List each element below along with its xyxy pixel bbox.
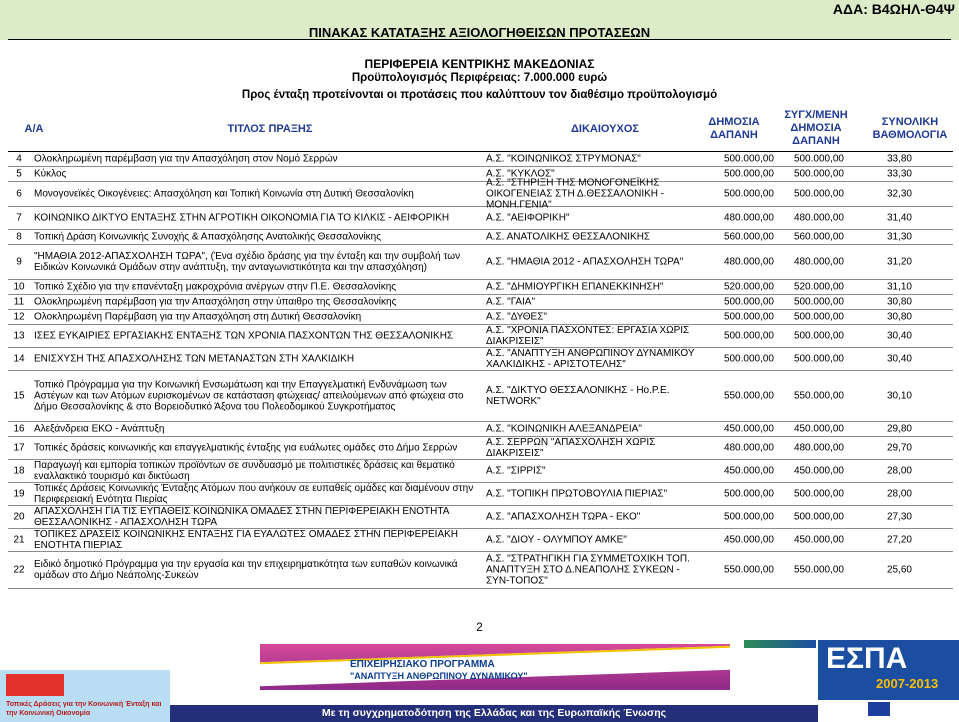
row-beneficiary: Α.Σ. "ΓΑΙΑ" [486,296,535,308]
row-score: 31,30 [886,231,912,243]
row-title: Ειδικό δημοτικό Πρόγραμμα για την εργασία και την επιχειρηματικότητα των ευπαθών κοινωνικά ομάδων στο Δήμο Νεάπολης-Συκεών [34,559,458,581]
row-score: 33,80 [886,153,912,165]
row-title: Παραγωγή και εμπορία τοπικών προϊόντων σε συνδυασμό με πολιτιστικές δράσεις και θεματικό εναλλακτικό τουρισμό και δικτύωση [34,460,455,482]
espa-years: 2007-2013 [876,676,939,691]
row-score: 30,80 [886,311,912,323]
espa-word: ΕΣΠΑ [826,642,908,675]
row-title: Κύκλος [34,168,67,180]
row-number: 5 [16,168,22,180]
row-score: 27,20 [886,534,912,546]
table-row [8,348,953,371]
row-beneficiary: Α.Σ. "ΔΥΘΕΣ" [486,311,547,323]
row-score: 30,40 [886,353,912,365]
program-title: ΕΠΙΧΕΙΡΗΣΙΑΚΟ ΠΡΟΓΡΑΜΜΑ [350,659,495,670]
row-number: 4 [16,153,22,165]
row-number: 18 [13,465,25,477]
row-title: Ολοκληρωμένη παρέμβαση για την Απασχόληση στην ύπαιθρο της Θεσσαλονίκης [34,296,397,308]
table-row [8,325,953,348]
table-row [8,422,953,437]
row-number: 21 [13,534,25,546]
row-public-expense: 500.000,00 [723,330,774,342]
row-public-expense: 550.000,00 [723,390,774,402]
row-public-expense: 450.000,00 [723,534,774,546]
eu-flag-icon [868,702,890,716]
logo-red-mark [6,674,64,696]
table-row [8,371,953,422]
row-title: Τοπικό Πρόγραμμα για την Κοινωνική Ενσωμάτωση και την Επαγγελματική Ενδυνάμωση των Αστέγων και των Ατόμων ευρισκομένων σε κατάσταση φτώχειας/ απειλούμενων από φτώχεια στο Δήμο Θεσσαλονίκης & στο Βορειοδυτικό Άξονα του Πολεοδομικού Συγκροτήματος [34,379,464,413]
row-cofinanced-expense: 450.000,00 [793,465,844,477]
program-banner [260,644,730,690]
row-beneficiary: Α.Σ. "ΧΡΟΝΙΑ ΠΑΣΧΟΝΤΕΣ: ΕΡΓΑΣΙΑ ΧΩΡΙΣ ΔΙΑΚΡΙΣΕΙΣ" [486,325,690,347]
table-row [8,245,953,280]
row-beneficiary: Α.Σ. "ΑΝΑΠΤΥΞΗ ΑΝΘΡΩΠΙΝΟΥ ΔΥΝΑΜΙΚΟΥ ΧΑΛΚΙΔΙΚΗΣ - ΑΡΙΣΤΟΤΕΛΗΣ" [486,348,695,370]
row-beneficiary: Α.Σ. "ΑΠΑΣΧΟΛΗΣΗ ΤΩΡΑ - ΕΚΟ" [486,511,641,523]
row-title: Τοπικό Σχέδιο για την επανένταξη μακροχρόνια ανέργων στην Π.Ε. Θεσσαλονίκης [34,281,397,293]
row-cofinanced-expense: 550.000,00 [793,564,844,576]
row-score: 33,30 [886,168,912,180]
program-subtitle: "ΑΝΑΠΤΥΞΗ ΑΝΘΡΩΠΙΝΟΥ ΔΥΝΑΜΙΚΟΥ" [350,671,528,681]
col-head-public: ΔΗΜΟΣΙΑ ΔΑΠΑΝΗ [708,116,760,141]
table-row [8,151,953,167]
row-title: Τοπικές Δράσεις Κοινωνικής Ένταξης Ατόμων που ανήκουν σε ευπαθείς ομάδες και διαμένουν στην Περιφερειακή Ενότητα Πιερίας [34,483,474,505]
row-title: "ΗΜΑΘΙΑ 2012-ΑΠΑΣΧΟΛΗΣΗ ΤΩΡΑ", (Ένα σχέδιο δράσης για την ένταξη και την συμβολή των Ειδικών Κοινωνικά Ομάδων στην ανάπτυξη, την ανταγωνιστικότητα και την απασχόληση) [34,251,461,273]
row-title: ΕΝΙΣΧΥΣΗ ΤΗΣ ΑΠΑΣΧΟΛΗΣΗΣ ΤΩΝ ΜΕΤΑΝΑΣΤΩΝ ΣΤΗ ΧΑΛΚΙΔΙΚΗ [34,353,355,365]
table-row [8,529,953,552]
row-beneficiary: Α.Σ. ΑΝΑΤΟΛΙΚΗΣ ΘΕΣΣΑΛΟΝΙΚΗΣ [486,231,651,243]
row-number: 19 [13,488,25,500]
flag-ribbon-decoration [744,640,816,648]
table-row [8,483,953,506]
row-cofinanced-expense: 500.000,00 [793,511,844,523]
row-cofinanced-expense: 560.000,00 [793,231,844,243]
row-title: Τοπική Δράση Κοινωνικής Συνοχής & Απασχόλησης Ανατολικής Θεσσαλονίκης [34,231,382,243]
table-row [8,230,953,245]
row-cofinanced-expense: 500.000,00 [793,488,844,500]
row-title: ΚΟΙΝΩΝΙΚΟ ΔΙΚΤΥΟ ΕΝΤΑΞΗΣ ΣΤΗΝ ΑΓΡΟΤΙΚΗ ΟΙΚΟΝΟΜΙΑ ΓΙΑ ΤΟ ΚΙΛΚΙΣ - ΑΕΙΦΟΡΙΚΗ [34,212,450,224]
table-row [8,177,953,211]
table-title: ΠΙΝΑΚΑΣ ΚΑΤΑΤΑΞΗΣ ΑΞΙΟΛΟΓΗΘΕΙΣΩΝ ΠΡΟΤΑΣΕΩΝ [308,25,651,40]
row-cofinanced-expense: 500.000,00 [793,168,844,180]
row-beneficiary: Α.Σ. "ΣΙΡΡΙΣ" [486,465,546,477]
row-number: 6 [16,188,22,200]
table-row [8,460,953,483]
budget-line: Προϋπολογισμός Περιφέρειας: 7.000.000 ευρώ [351,72,608,84]
row-public-expense: 500.000,00 [723,296,774,308]
row-public-expense: 550.000,00 [723,564,774,576]
row-number: 13 [13,330,25,342]
row-public-expense: 500.000,00 [723,153,774,165]
col-head-num: Α/Α [24,123,44,135]
ada-code: ΑΔΑ: Β4ΩΗΛ-Θ4Ψ [832,1,955,17]
row-public-expense: 480.000,00 [723,212,774,224]
header-divider [8,39,951,40]
row-beneficiary: Α.Σ. "ΚΟΙΝΩΝΙΚΟΣ ΣΤΡΥΜΟΝΑΣ" [486,153,641,165]
row-cofinanced-expense: 450.000,00 [793,534,844,546]
row-cofinanced-expense: 500.000,00 [793,153,844,165]
row-number: 16 [13,423,25,435]
row-public-expense: 450.000,00 [723,423,774,435]
row-score: 27,30 [886,511,912,523]
row-score: 32,30 [886,188,912,200]
row-public-expense: 520.000,00 [723,281,774,293]
row-number: 11 [13,296,25,308]
table-row [8,280,953,295]
row-title: Μονογονεϊκές Οικογένειες: Απασχόληση και Τοπική Κοινωνία στη Δυτική Θεσσαλονίκη [34,188,414,200]
row-public-expense: 500.000,00 [723,353,774,365]
row-public-expense: 500.000,00 [723,511,774,523]
row-beneficiary: Α.Σ. "ΚΟΙΝΩΝΙΚΗ ΑΛΕΞΑΝΔΡΕΙΑ" [486,423,642,435]
row-score: 31,20 [886,256,912,268]
col-head-score: ΣΥΝΟΛΙΚΗ ΒΑΘΜΟΛΟΓΙΑ [872,116,948,141]
table-row [8,552,953,589]
row-cofinanced-expense: 450.000,00 [793,423,844,435]
row-number: 22 [13,564,25,576]
row-beneficiary: Α.Σ. "ΣΤΡΑΤΗΓΙΚΗ ΓΙΑ ΣΥΜΜΕΤΟΧΙΚΗ ΤΟΠ. ΑΝΑΠΤΥΞΗ ΣΤΟ Δ.ΝΕΑΠΟΛΗΣ ΣΥΚΕΩΝ - ΣΥΝ-ΤΟΠΟΣ" [486,553,690,587]
local-actions-logo [0,670,170,722]
table-row [8,310,953,325]
row-public-expense: 500.000,00 [723,168,774,180]
row-beneficiary: Α.Σ. "ΑΕΙΦΟΡΙΚΗ" [486,212,570,224]
row-title: Τοπικές δράσεις κοινωνικής και επαγγελματικής ένταξης για ευάλωτες ομάδες στο Δήμο Σερρών [34,442,458,454]
table-row [8,295,953,310]
proposals-table [8,151,953,589]
row-public-expense: 500.000,00 [723,188,774,200]
row-score: 29,70 [886,442,912,454]
row-number: 17 [13,442,25,454]
intro-line: Προς ένταξη προτείνονται οι προτάσεις που καλύπτουν τον διαθέσιμο προϋπολογισμό [241,89,718,101]
row-score: 31,10 [886,281,912,293]
espa-logo [818,640,959,722]
table-row [8,506,953,529]
row-cofinanced-expense: 500.000,00 [793,296,844,308]
local-actions-logo-text: Τοπικές Δράσεις για την Κοινωνική Ένταξη και την Κοινωνική Οικονομία [6,701,162,717]
row-beneficiary: Α.Σ. "ΔΙΚΤΥΟ ΘΕΣΣΑΛΟΝΙΚΗΣ - Ho.P.E. NETWORK" [486,385,670,407]
row-number: 10 [13,281,25,293]
table-row [8,207,953,230]
row-cofinanced-expense: 480.000,00 [793,442,844,454]
row-cofinanced-expense: 500.000,00 [793,188,844,200]
row-number: 9 [16,256,22,268]
col-head-cofinanced: ΣΥΓΧ/ΜΕΝΗ ΔΗΜΟΣΙΑ ΔΑΠΑΝΗ [784,109,848,147]
row-number: 12 [13,311,25,323]
row-beneficiary: Α.Σ. "ΤΟΠΙΚΗ ΠΡΩΤΟΒΟΥΛΙΑ ΠΙΕΡΙΑΣ" [486,488,668,500]
row-beneficiary: Α.Σ. "ΚΥΚΛΟΣ" [486,168,555,180]
row-number: 15 [13,390,25,402]
cofunding-bar: Με τη συγχρηματοδότηση της Ελλάδας και της Ευρωπαϊκής Ένωσης [170,705,818,722]
row-beneficiary: Α.Σ. "ΗΜΑΘΙΑ 2012 - ΑΠΑΣΧΟΛΗΣΗ ΤΩΡΑ" [486,256,684,268]
row-public-expense: 480.000,00 [723,256,774,268]
row-public-expense: 560.000,00 [723,231,774,243]
row-number: 8 [16,231,22,243]
row-beneficiary: Α.Σ. "ΣΤΗΡΙΞΗ ΤΗΣ ΜΟΝΟΓΟΝΕΪΚΗΣ ΟΙΚΟΓΕΝΕΙΑΣ ΣΤΗ Δ.ΘΕΣΣΑΛΟΝΙΚΗ - ΜΟΝΗ.ΓΕΝΙΑ" [486,177,665,211]
col-head-title: ΤΙΤΛΟΣ ΠΡΑΞΗΣ [227,123,313,135]
row-public-expense: 500.000,00 [723,311,774,323]
table-row [8,167,953,182]
row-title: ΑΠΑΣΧΟΛΗΣΗ ΓΙΑ ΤΙΣ ΕΥΠΑΘΕΙΣ ΚΟΙΝΩΝΙΚΑ ΟΜΑΔΕΣ ΣΤΗΝ ΠΕΡΙΦΕΡΕΙΑΚΗ ΕΝΟΤΗΤΑ ΘΕΣΣΑΛΟΝΙΚΗΣ - ΑΠΑΣΧΟΛΗΣΗ ΤΩΡΑ [34,506,449,528]
row-score: 30,10 [886,390,912,402]
row-score: 31,40 [886,212,912,224]
region-title: ΠΕΡΙΦΕΡΕΙΑ ΚΕΝΤΡΙΚΗΣ ΜΑΚΕΔΟΝΙΑΣ [364,57,595,71]
row-title: Ολοκληρωμένη Παρέμβαση για την Απασχόληση στη Δυτική Θεσσαλονίκη [34,311,362,323]
row-cofinanced-expense: 500.000,00 [793,330,844,342]
row-cofinanced-expense: 480.000,00 [793,256,844,268]
table-row [8,437,953,460]
row-cofinanced-expense: 520.000,00 [793,281,844,293]
row-score: 30,80 [886,296,912,308]
row-beneficiary: Α.Σ. "ΔΙΟΥ - ΟΛΥΜΠΟΥ ΑΜΚΕ" [486,534,627,546]
row-score: 29,80 [886,423,912,435]
row-cofinanced-expense: 550.000,00 [793,390,844,402]
row-cofinanced-expense: 480.000,00 [793,212,844,224]
row-score: 30,40 [886,330,912,342]
row-public-expense: 480.000,00 [723,442,774,454]
row-score: 28,00 [886,465,912,477]
row-cofinanced-expense: 500.000,00 [793,353,844,365]
row-public-expense: 450.000,00 [723,465,774,477]
row-public-expense: 500.000,00 [723,488,774,500]
row-title: ΙΣΕΣ ΕΥΚΑΙΡΙΕΣ ΕΡΓΑΣΙΑΚΗΣ ΕΝΤΑΞΗΣ ΤΩΝ ΧΡΟΝΙΑ ΠΑΣΧΟΝΤΩΝ ΤΗΣ ΘΕΣΣΑΛΟΝΙΚΗΣ [34,330,454,342]
row-number: 14 [13,353,25,365]
row-score: 25,60 [886,564,912,576]
row-title: Ολοκληρωμένη παρέμβαση για την Απασχόληση στον Νομό Σερρών [34,153,338,165]
row-number: 7 [16,212,22,224]
row-score: 28,00 [886,488,912,500]
row-title: ΤΟΠΙΚΕΣ ΔΡΑΣΕΙΣ ΚΟΙΝΩΝΙΚΗΣ ΕΝΤΑΞΗΣ ΓΙΑ ΕΥΑΛΩΤΕΣ ΟΜΑΔΕΣ ΣΤΗΝ ΠΕΡΙΦΕΡΕΙΑΚΗ ΕΝΟΤΗΤΑ ΠΙΕΡΙΑΣ [34,529,459,551]
row-number: 20 [13,511,25,523]
row-beneficiary: Α.Σ. "ΔΗΜΙΟΥΡΓΙΚΗ ΕΠΑΝΕΚΚΙΝΗΣΗ" [486,281,664,293]
row-cofinanced-expense: 500.000,00 [793,311,844,323]
row-beneficiary: Α.Σ. ΣΕΡΡΩΝ "ΑΠΑΣΧΟΛΗΣΗ ΧΩΡΙΣ ΔΙΑΚΡΙΣΕΙΣ" [486,437,656,459]
page-number: 2 [476,620,483,634]
col-head-beneficiary: ΔΙΚΑΙΟΥΧΟΣ [571,123,639,135]
row-title: Αλεξάνδρεια ΕΚΟ - Ανάπτυξη [34,423,165,435]
